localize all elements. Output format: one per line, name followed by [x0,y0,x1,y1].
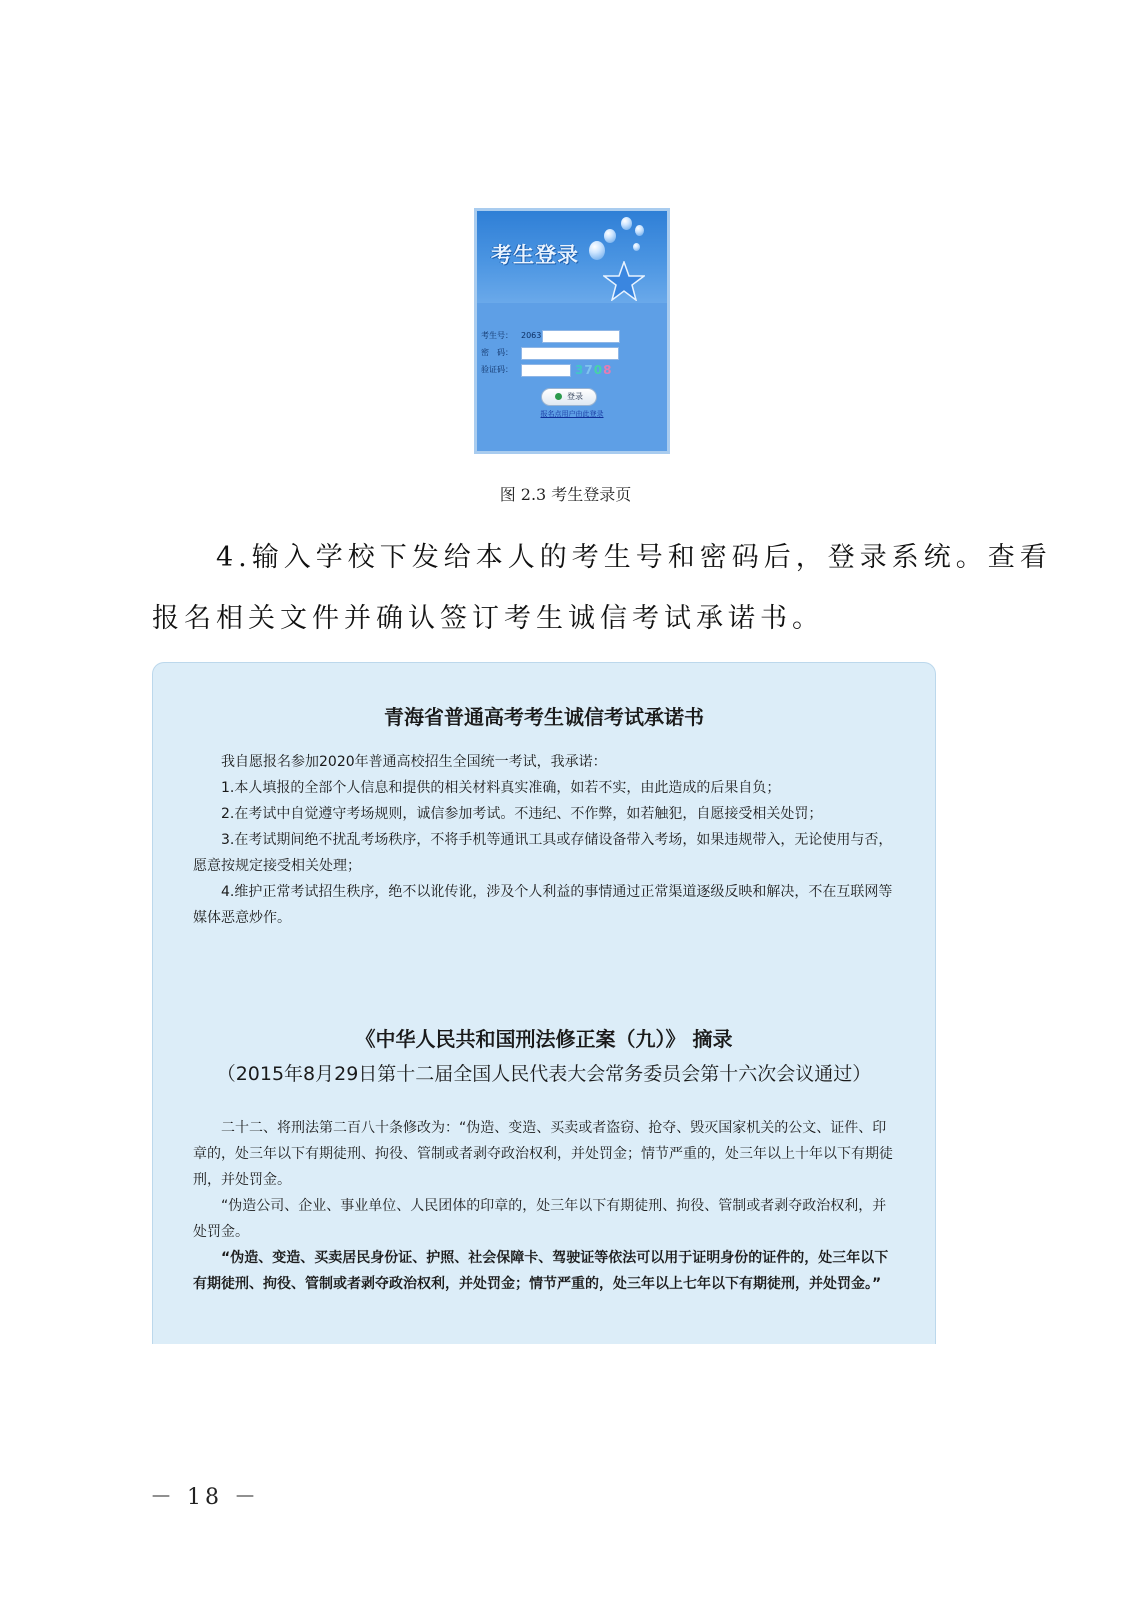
bubble-icon [589,241,605,260]
excerpt-body [193,1115,893,1297]
student-id-label: 考生号： [481,331,513,340]
bubble-icon [633,243,640,251]
excerpt-paragraph-3: “伪造、变造、买卖居民身份证、护照、社会保障卡、驾驶证等依法可以用于证明身份的证件的，处三年以下有期徒刑、拘役、管制或者剥夺政治权利，并处罚金；情节严重的，处三年以上七年以下有期徒刑，并处罚金。” [193,1250,889,1292]
figure-caption: 图 2.3 考生登录页 [499,485,632,504]
excerpt-title: 《中华人民共和国刑法修正案（九）》 摘录 [355,1027,733,1051]
login-page-screenshot [474,208,670,454]
pledge-screenshot [152,662,936,1344]
login-button[interactable] [541,388,597,406]
captcha-label: 验证码： [481,365,513,374]
pledge-body [193,749,893,931]
excerpt-subtitle: （2015年8月29日第十二届全国人民代表大会常务委员会第十六次会议通过） [216,1063,872,1085]
excerpt-paragraph-2: “伪造公司、企业、事业单位、人民团体的印章的，处三年以下有期徒刑、拘役、管制或者剥夺政治权利，并处罚金。 [193,1198,887,1240]
admin-login-link[interactable]: 报名点用户由此登录 [540,410,604,418]
password-input[interactable] [521,347,619,360]
bubble-icon [604,229,616,243]
bubble-icon [621,217,632,230]
student-id-value: 2063 [521,331,542,340]
pledge-item-3: 3.在考试期间绝不扰乱考场秩序，不将手机等通讯工具或存储设备带入考场，如果违规带入，无论使用与否，愿意按规定接受相关处理； [193,832,893,874]
password-row [481,346,521,360]
captcha-image[interactable]: 3708 [575,363,613,377]
star-icon [603,261,645,301]
pledge-item-2: 2.在考试中自觉遵守考场规则，诚信参加考试。不违纪、不作弊，如若触犯，自愿接受相关处罚； [221,806,823,822]
password-label: 密 码： [481,348,513,357]
pledge-item-4: 4.维护正常考试招生秩序，绝不以讹传讹，涉及个人利益的事情通过正常渠道逐级反映和解决，不在互联网等媒体恶意炒作。 [193,884,893,926]
bubble-icon [635,225,644,236]
paragraph-line-2: 报名相关文件并确认签订考生诚信考试承诺书。 [152,603,824,634]
login-title: 考生登录 [491,242,579,267]
excerpt-paragraph-1: 二十二、将刑法第二百八十条修改为：“伪造、变造、买卖或者盗窃、抢夺、毁灭国家机关的公文、证件、印章的，处三年以下有期徒刑、拘役、管制或者剥夺政治权利，并处罚金；情节严重的，处三年以上十年以下有期徒刑，并处罚金。 [193,1120,893,1188]
page-number: － 18 － [150,1485,260,1510]
student-id-input[interactable] [542,330,620,343]
login-header [477,211,667,303]
login-button-label: 登录 [567,392,583,401]
captcha-input[interactable] [521,364,571,377]
pledge-item-1: 1.本人填报的全部个人信息和提供的相关材料真实准确，如若不实，由此造成的后果自负； [221,780,781,796]
pledge-title: 青海省普通高考考生诚信考试承诺书 [384,705,704,729]
paragraph-line-1: 4.输入学校下发给本人的考生号和密码后，登录系统。查看 [216,542,1052,573]
pledge-intro: 我自愿报名参加2020年普通高校招生全国统一考试，我承诺： [221,754,607,770]
student-id-row [481,329,541,343]
login-icon [555,393,562,400]
captcha-row [481,363,521,377]
